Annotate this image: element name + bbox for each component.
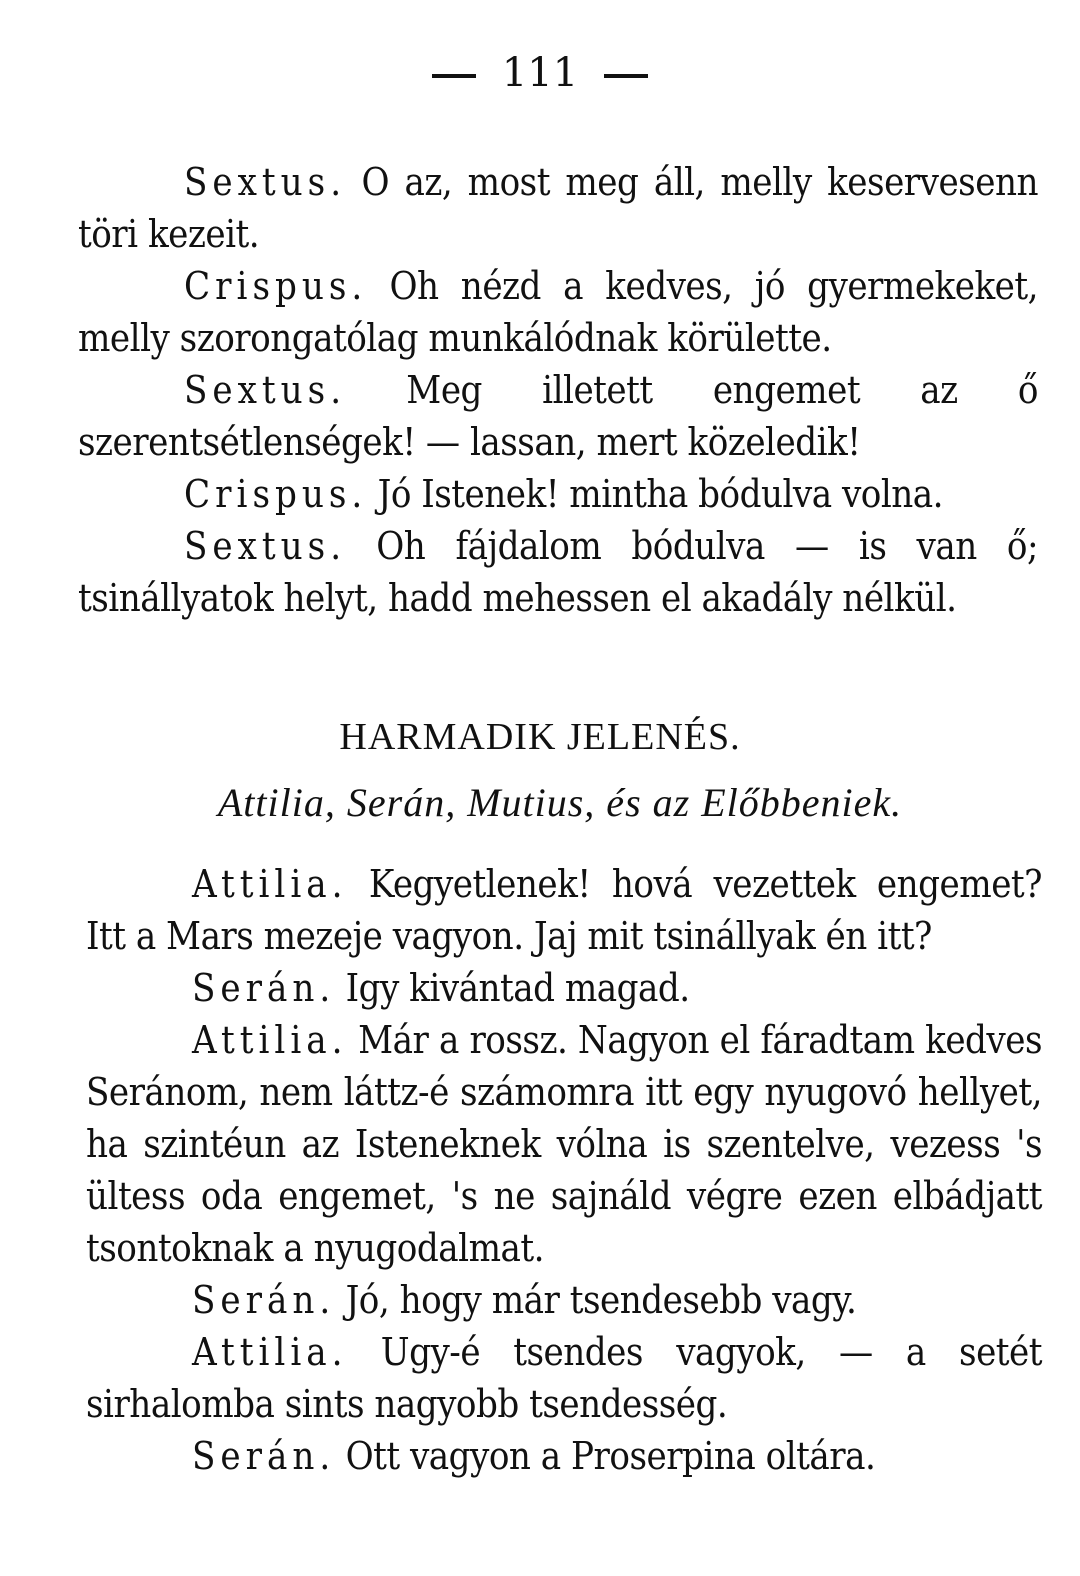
- dialogue-line: [86, 1430, 1042, 1482]
- header-dash-left: [432, 74, 476, 78]
- speaker-name: Serán.: [192, 966, 336, 1010]
- scene-title: HARMADIK JELENÉS.: [339, 716, 741, 758]
- dialogue-line: [86, 858, 1042, 962]
- line-text: Ott vagyon a Proserpina oltára.: [335, 1434, 876, 1478]
- header-dash-right: [604, 74, 648, 78]
- dialogue-line: [86, 962, 1042, 1014]
- line-text: Már a rossz. Nagyon el fáradtam kedves Seránom, nem láttz-é számomra itt egy nyugovó hellyet, ha szintéun az Isteneknek vólna is szentelve, vezess 's ültess oda engemet, 's ne sajnáld végre ezen elbádjatt tsontoknak a nyugodalmat.: [86, 1018, 1042, 1270]
- dialogue-line: [78, 520, 1038, 624]
- dialogue-line: [78, 468, 1038, 520]
- dialogue-line: [78, 156, 1038, 260]
- dialogue-block-1: [78, 156, 1038, 624]
- dialogue-line: [86, 1326, 1042, 1430]
- line-text: Jó, hogy már tsendesebb vagy.: [335, 1278, 857, 1322]
- page-header: [0, 48, 1080, 98]
- line-text: Kegyetlenek! hová vezettek engemet? Itt a Mars mezeje vagyon. Jaj mit tsinállyak én itt?: [86, 862, 1042, 958]
- line-text: Meg illetett engemet az ő szerentsétlenségek! — lassan, mert közeledik!: [78, 368, 1038, 464]
- dialogue-line: [78, 260, 1038, 364]
- dialogue-block-2: [86, 858, 1042, 1482]
- line-text: Ugy-é tsendes vagyok, — a setét sirhalomba sints nagyobb tsendesség.: [86, 1330, 1042, 1426]
- line-text: Oh nézd a kedves, jó gyermekeket, melly szorongatólag munkálódnak körülette.: [78, 264, 1038, 360]
- speaker-name: Sextus.: [184, 524, 347, 568]
- line-text: Oh fájdalom bódulva — is van ő; tsinállyatok helyt, hadd mehessen el akadály nélkül.: [78, 524, 1038, 620]
- dialogue-line: [86, 1014, 1042, 1274]
- speaker-name: Crispus.: [184, 472, 368, 516]
- speaker-name: Serán.: [192, 1434, 336, 1478]
- line-text: Jó Istenek! mintha bódulva volna.: [367, 472, 944, 516]
- speaker-name: Sextus.: [184, 160, 347, 204]
- speaker-name: Attilia.: [192, 1330, 348, 1374]
- speaker-name: Serán.: [192, 1278, 336, 1322]
- line-text: Igy kivántad magad.: [335, 966, 690, 1010]
- speaker-name: Sextus.: [184, 368, 347, 412]
- dialogue-line: [78, 364, 1038, 468]
- page-number: 111: [501, 50, 579, 96]
- speaker-name: Crispus.: [184, 264, 368, 308]
- speaker-name: Attilia.: [192, 1018, 348, 1062]
- scene-cast: Attilia, Serán, Mutius, és az Előbbeniek.: [217, 780, 903, 825]
- dialogue-line: [86, 1274, 1042, 1326]
- speaker-name: Attilia.: [192, 862, 348, 906]
- line-text: O az, most meg áll, melly keservesenn töri kezeit.: [78, 160, 1038, 256]
